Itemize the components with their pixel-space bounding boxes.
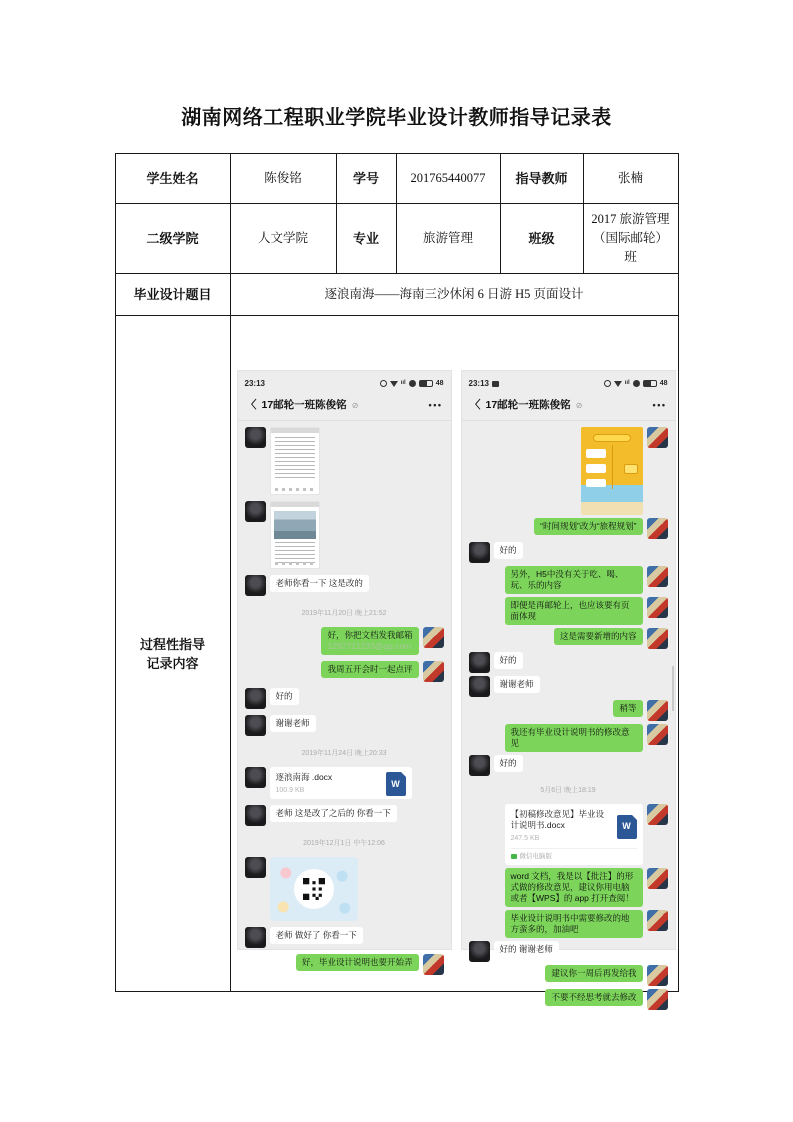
student-avatar bbox=[469, 652, 490, 673]
wifi-icon bbox=[390, 381, 398, 387]
student-avatar bbox=[245, 715, 266, 736]
message-bubble: 我还有毕业设计说明书的修改意见 bbox=[505, 724, 643, 752]
teacher-avatar bbox=[423, 627, 444, 648]
chat-message bbox=[469, 676, 668, 697]
message-bubble: 老师 这是改了之后的 你看一下 bbox=[270, 805, 397, 822]
battery-percent: 48 bbox=[659, 380, 668, 387]
student-avatar bbox=[245, 575, 266, 596]
teacher-avatar bbox=[423, 954, 444, 975]
project-title-label: 毕业设计题目 bbox=[115, 274, 230, 316]
message-bubble: 好的 谢谢老师 bbox=[494, 941, 559, 958]
chat-message bbox=[469, 989, 668, 1010]
message-bubble: 另外，H5中没有关于吃、喝、玩、乐的内容 bbox=[505, 566, 643, 594]
message-bubble: 不要不经思考就去修改 bbox=[545, 989, 642, 1006]
message-list bbox=[238, 421, 451, 985]
class-value: 2017 旅游管理（国际邮轮）班 bbox=[583, 204, 678, 274]
chat-message bbox=[245, 427, 444, 495]
chat-timestamp: 5月6日 晚上18:19 bbox=[540, 787, 596, 794]
message-bubble: 好，毕业设计说明也要开始弄 bbox=[296, 954, 419, 971]
mute-icon: ⊘ bbox=[351, 401, 359, 410]
message-bubble: word 文档，我是以【批注】的形式做的修改意见，建议你用电脑或者【WPS】的 app 打开查阅！ bbox=[505, 868, 643, 907]
teacher-avatar bbox=[647, 804, 668, 825]
cruise-image-message bbox=[270, 501, 320, 569]
wechat-pc-icon bbox=[511, 854, 517, 859]
college-label: 二级学院 bbox=[115, 204, 230, 274]
message-bubble: 好的 bbox=[494, 652, 523, 669]
table-row bbox=[115, 204, 678, 274]
dnd-icon bbox=[409, 380, 416, 387]
chat-message bbox=[469, 868, 668, 907]
message-bubble: 即便是再邮轮上，也应该要有页面体现 bbox=[505, 597, 643, 625]
student-avatar bbox=[245, 805, 266, 826]
info-table bbox=[115, 153, 679, 1002]
teacher-avatar bbox=[647, 868, 668, 889]
message-bubble: 谢谢老师 bbox=[494, 676, 540, 693]
chat-message bbox=[245, 715, 444, 736]
project-title-value: 逐浪南海——海南三沙休闲 6 日游 H5 页面设计 bbox=[230, 274, 678, 316]
wechat-screenshot-right bbox=[461, 370, 676, 1002]
message-bubble: 毕业设计说明书中需要修改的地方蛮多的，加油吧 bbox=[505, 910, 643, 938]
student-id-value: 201765440077 bbox=[396, 154, 500, 204]
message-bubble: 好的 bbox=[494, 542, 523, 559]
more-icon: ••• bbox=[652, 400, 667, 410]
chat-message bbox=[245, 661, 444, 682]
status-time: 23:13 bbox=[244, 379, 265, 388]
notification-icon bbox=[492, 381, 499, 387]
chat-message bbox=[245, 805, 444, 826]
scrollbar bbox=[672, 666, 674, 711]
message-bubble: 老师 做好了 你看一下 bbox=[270, 927, 363, 944]
table-row bbox=[115, 274, 678, 316]
chat-message bbox=[469, 965, 668, 986]
h5-page-image-message bbox=[581, 427, 643, 515]
teacher-avatar bbox=[647, 700, 668, 721]
page-title: 湖南网络工程职业学院毕业设计教师指导记录表 bbox=[181, 107, 612, 129]
student-avatar bbox=[245, 427, 266, 448]
chat-header bbox=[462, 394, 675, 421]
advisor-label: 指导教师 bbox=[500, 154, 583, 204]
chat-message bbox=[469, 910, 668, 938]
battery-icon bbox=[419, 380, 433, 387]
chat-message bbox=[245, 857, 444, 921]
student-avatar bbox=[469, 676, 490, 697]
chat-message bbox=[469, 518, 668, 539]
status-time: 23:13 bbox=[468, 379, 489, 388]
wechat-screenshot-left bbox=[237, 370, 452, 967]
teacher-avatar bbox=[647, 628, 668, 649]
teacher-avatar bbox=[647, 597, 668, 618]
alarm-icon bbox=[604, 380, 611, 387]
word-file-icon: W bbox=[617, 815, 637, 839]
student-avatar bbox=[245, 501, 266, 522]
student-id-label: 学号 bbox=[336, 154, 396, 204]
message-bubble: 好的 bbox=[494, 755, 523, 772]
message-bubble: 我周五开会时一起点评 bbox=[321, 661, 418, 678]
advisor-value: 张楠 bbox=[583, 154, 678, 204]
table-row bbox=[115, 154, 678, 204]
chat-message bbox=[245, 954, 444, 975]
message-list bbox=[462, 421, 675, 1017]
more-icon: ••• bbox=[428, 400, 443, 410]
record-label: 过程性指导 记录内容 bbox=[115, 316, 230, 992]
teacher-avatar bbox=[647, 910, 668, 931]
chat-message bbox=[245, 688, 444, 709]
chat-message bbox=[469, 652, 668, 673]
student-avatar bbox=[469, 755, 490, 776]
file-title: 【初稿修改意见】毕业设计说明书.docx bbox=[510, 809, 605, 830]
message-bubble: 好，你把文档发我邮箱 1292721233@qq.com bbox=[321, 627, 418, 655]
chat-message bbox=[469, 427, 668, 515]
chat-message bbox=[469, 597, 668, 625]
signal-icon: ııl bbox=[624, 380, 630, 386]
teacher-avatar bbox=[647, 989, 668, 1010]
alarm-icon bbox=[380, 380, 387, 387]
battery-percent: 48 bbox=[435, 380, 444, 387]
student-name-value: 陈俊铭 bbox=[230, 154, 336, 204]
chat-message bbox=[245, 627, 444, 655]
status-bar bbox=[462, 371, 675, 394]
file-title: 逐浪南海 .docx bbox=[275, 772, 333, 782]
email-link: 1292721233@qq.com bbox=[327, 641, 412, 651]
chat-message bbox=[469, 566, 668, 594]
student-avatar bbox=[469, 941, 490, 962]
file-size: 100.9 KB bbox=[275, 787, 305, 794]
chat-timestamp: 2019年11月20日 晚上21:52 bbox=[301, 610, 387, 617]
message-bubble: 好的 bbox=[270, 688, 299, 705]
word-file-icon: W bbox=[386, 772, 406, 796]
file-source: 微信电脑版 bbox=[519, 853, 552, 860]
chat-message bbox=[469, 724, 668, 752]
major-value: 旅游管理 bbox=[396, 204, 500, 274]
teacher-avatar bbox=[647, 427, 668, 448]
table-row bbox=[115, 316, 678, 992]
message-bubble: 建议你一周后再发给我 bbox=[545, 965, 642, 982]
student-name-label: 学生姓名 bbox=[115, 154, 230, 204]
message-bubble: 老师你看一下 这是改的 bbox=[270, 575, 369, 592]
chat-title: 17邮轮一班陈俊铭 bbox=[485, 399, 571, 411]
signal-icon: ııl bbox=[400, 380, 406, 386]
major-label: 专业 bbox=[336, 204, 396, 274]
file-message bbox=[270, 767, 412, 799]
student-avatar bbox=[245, 767, 266, 788]
back-icon: 〈 bbox=[469, 399, 481, 411]
chat-message bbox=[469, 941, 668, 962]
qr-code-image-message bbox=[270, 857, 358, 921]
file-size: 247.5 KB bbox=[510, 835, 540, 842]
student-avatar bbox=[245, 688, 266, 709]
chat-message bbox=[469, 700, 668, 721]
chat-message bbox=[469, 628, 668, 649]
chat-title: 17邮轮一班陈俊铭 bbox=[261, 399, 347, 411]
chat-timestamp: 2019年12月1日 中午12:06 bbox=[303, 840, 385, 847]
chat-message bbox=[245, 501, 444, 569]
status-bar bbox=[238, 371, 451, 394]
mute-icon: ⊘ bbox=[575, 401, 583, 410]
college-value: 人文学院 bbox=[230, 204, 336, 274]
class-label: 班级 bbox=[500, 204, 583, 274]
teacher-avatar bbox=[647, 566, 668, 587]
wifi-icon bbox=[614, 381, 622, 387]
message-bubble: 稍等 bbox=[613, 700, 642, 717]
student-avatar bbox=[245, 927, 266, 948]
student-avatar bbox=[469, 542, 490, 563]
teacher-avatar bbox=[423, 661, 444, 682]
chat-message bbox=[245, 575, 444, 596]
record-content-cell bbox=[230, 316, 678, 1002]
qr-code bbox=[303, 878, 325, 900]
chat-message bbox=[469, 804, 668, 865]
chat-timestamp: 2019年11月24日 晚上20:33 bbox=[301, 750, 387, 757]
chat-message bbox=[469, 755, 668, 776]
teacher-avatar bbox=[647, 965, 668, 986]
chat-message bbox=[469, 542, 668, 563]
student-avatar bbox=[245, 857, 266, 878]
chat-message bbox=[245, 927, 444, 948]
message-bubble: “时间规划”改为“旅程规划” bbox=[534, 518, 642, 535]
chat-message bbox=[245, 767, 444, 799]
battery-icon bbox=[643, 380, 657, 387]
teacher-avatar bbox=[647, 518, 668, 539]
dnd-icon bbox=[633, 380, 640, 387]
document-image-message bbox=[270, 427, 320, 495]
message-bubble: 这是需要新增的内容 bbox=[554, 628, 643, 645]
chat-header bbox=[238, 394, 451, 421]
teacher-avatar bbox=[647, 724, 668, 745]
message-bubble: 谢谢老师 bbox=[270, 715, 316, 732]
back-icon: 〈 bbox=[245, 399, 257, 411]
file-message bbox=[505, 804, 643, 865]
chat-screenshots bbox=[235, 357, 674, 1002]
